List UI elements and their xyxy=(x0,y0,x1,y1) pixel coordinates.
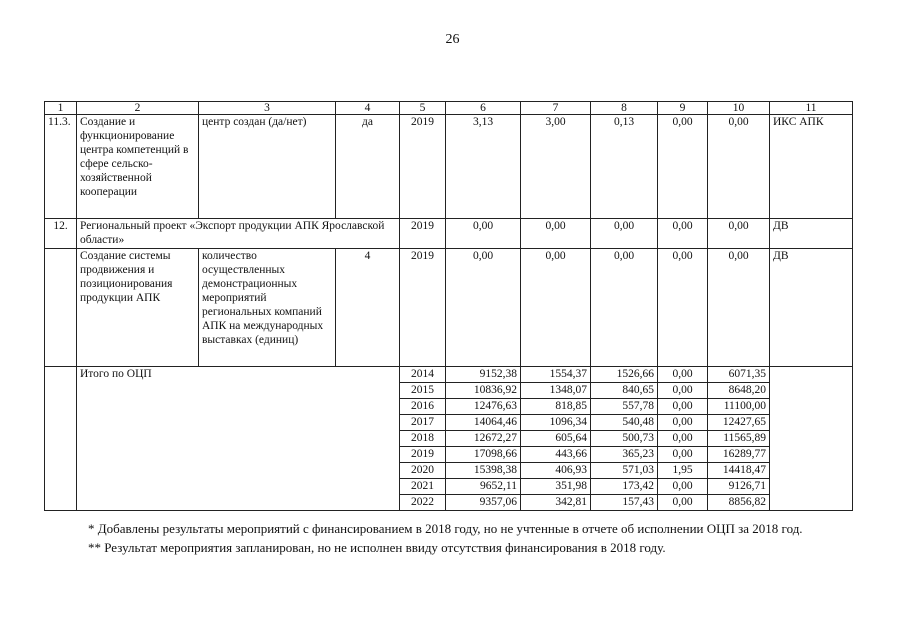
value-cell: 16289,77 xyxy=(708,447,770,463)
value-cell: 365,23 xyxy=(591,447,658,463)
value-cell: 0,00 xyxy=(658,415,708,431)
plan-value: да xyxy=(336,115,400,219)
executor-cell: ДВ xyxy=(770,249,853,367)
value-cell: 0,00 xyxy=(521,219,591,249)
value-cell: 10836,92 xyxy=(446,383,521,399)
value-cell: 0,00 xyxy=(658,479,708,495)
value-cell: 12476,63 xyxy=(446,399,521,415)
year-cell: 2019 xyxy=(400,115,446,219)
column-number: 6 xyxy=(446,102,521,115)
value-cell: 0,00 xyxy=(446,249,521,367)
value-cell: 0,00 xyxy=(591,249,658,367)
value-cell: 0,00 xyxy=(591,219,658,249)
value-cell: 9652,11 xyxy=(446,479,521,495)
project-name: Региональный проект «Экспорт продукции АПК Ярославской области» xyxy=(77,219,400,249)
table-row xyxy=(45,249,853,367)
year-cell: 2022 xyxy=(400,495,446,511)
value-cell: 406,93 xyxy=(521,463,591,479)
value-cell: 8648,20 xyxy=(708,383,770,399)
value-cell: 0,00 xyxy=(658,447,708,463)
value-cell: 8856,82 xyxy=(708,495,770,511)
value-cell: 14064,46 xyxy=(446,415,521,431)
value-cell: 0,00 xyxy=(658,367,708,383)
total-label: Итого по ОЦП xyxy=(77,367,400,511)
value-cell: 3,13 xyxy=(446,115,521,219)
year-cell: 2019 xyxy=(400,219,446,249)
footnotes xyxy=(52,519,838,557)
value-cell: 14418,47 xyxy=(708,463,770,479)
value-cell: 0,00 xyxy=(708,249,770,367)
value-cell: 1526,66 xyxy=(591,367,658,383)
executor-cell: ДВ xyxy=(770,219,853,249)
value-cell: 1348,07 xyxy=(521,383,591,399)
value-cell: 571,03 xyxy=(591,463,658,479)
indicator-name: количество осуществленных демонстрационных мероприятий региональных компаний АПК на международных выставках (единиц) xyxy=(199,249,336,367)
value-cell: 0,00 xyxy=(446,219,521,249)
value-cell: 0,00 xyxy=(658,219,708,249)
year-cell: 2017 xyxy=(400,415,446,431)
column-number: 9 xyxy=(658,102,708,115)
value-cell: 0,00 xyxy=(658,431,708,447)
measure-name: Создание системы продвижения и позиционирования продукции АПК xyxy=(77,249,199,367)
value-cell: 9126,71 xyxy=(708,479,770,495)
program-table xyxy=(44,101,853,511)
value-cell: 351,98 xyxy=(521,479,591,495)
value-cell: 1554,37 xyxy=(521,367,591,383)
table-row xyxy=(45,115,853,219)
value-cell: 0,00 xyxy=(708,115,770,219)
year-cell: 2018 xyxy=(400,431,446,447)
value-cell: 0,00 xyxy=(708,219,770,249)
value-cell: 173,42 xyxy=(591,479,658,495)
value-cell: 12427,65 xyxy=(708,415,770,431)
value-cell: 0,13 xyxy=(591,115,658,219)
row-number xyxy=(45,249,77,367)
value-cell: 342,81 xyxy=(521,495,591,511)
value-cell: 840,65 xyxy=(591,383,658,399)
value-cell: 605,64 xyxy=(521,431,591,447)
value-cell: 500,73 xyxy=(591,431,658,447)
year-cell: 2014 xyxy=(400,367,446,383)
total-row xyxy=(45,367,853,383)
value-cell: 17098,66 xyxy=(446,447,521,463)
column-number: 7 xyxy=(521,102,591,115)
table-row xyxy=(45,219,853,249)
value-cell: 9152,38 xyxy=(446,367,521,383)
value-cell: 12672,27 xyxy=(446,431,521,447)
year-cell: 2020 xyxy=(400,463,446,479)
value-cell: 157,43 xyxy=(591,495,658,511)
value-cell: 0,00 xyxy=(658,115,708,219)
value-cell: 15398,38 xyxy=(446,463,521,479)
value-cell: 540,48 xyxy=(591,415,658,431)
footnote: * Добавлены результаты мероприятий с финансированием в 2018 году, но не учтенные в отчете об исполнении ОЦП за 2018 год. xyxy=(88,521,803,536)
value-cell: 443,66 xyxy=(521,447,591,463)
row-number: 11.3. xyxy=(45,115,77,219)
row-number xyxy=(45,367,77,511)
value-cell: 0,00 xyxy=(658,249,708,367)
measure-name: Создание и функционирование центра компетенций в сфере сельско-хозяйственной кооперации xyxy=(77,115,199,219)
plan-value: 4 xyxy=(336,249,400,367)
value-cell: 0,00 xyxy=(658,495,708,511)
column-number: 11 xyxy=(770,102,853,115)
column-number: 5 xyxy=(400,102,446,115)
column-number: 4 xyxy=(336,102,400,115)
value-cell: 1,95 xyxy=(658,463,708,479)
executor-cell xyxy=(770,367,853,511)
year-cell: 2015 xyxy=(400,383,446,399)
year-cell: 2016 xyxy=(400,399,446,415)
value-cell: 0,00 xyxy=(658,399,708,415)
value-cell: 3,00 xyxy=(521,115,591,219)
page-number: 26 xyxy=(445,32,460,47)
column-number: 1 xyxy=(45,102,77,115)
year-cell: 2021 xyxy=(400,479,446,495)
executor-cell: ИКС АПК xyxy=(770,115,853,219)
column-number: 10 xyxy=(708,102,770,115)
value-cell: 0,00 xyxy=(658,383,708,399)
value-cell: 11100,00 xyxy=(708,399,770,415)
column-number: 3 xyxy=(199,102,336,115)
value-cell: 9357,06 xyxy=(446,495,521,511)
value-cell: 11565,89 xyxy=(708,431,770,447)
footnote: ** Результат мероприятия запланирован, но не исполнен ввиду отсутствия финансирования в 2018 году. xyxy=(88,540,666,555)
year-cell: 2019 xyxy=(400,447,446,463)
value-cell: 0,00 xyxy=(521,249,591,367)
year-cell: 2019 xyxy=(400,249,446,367)
column-number: 8 xyxy=(591,102,658,115)
value-cell: 818,85 xyxy=(521,399,591,415)
row-number: 12. xyxy=(45,219,77,249)
column-number: 2 xyxy=(77,102,199,115)
value-cell: 1096,34 xyxy=(521,415,591,431)
value-cell: 557,78 xyxy=(591,399,658,415)
column-number-row xyxy=(45,102,853,115)
indicator-name: центр создан (да/нет) xyxy=(199,115,336,219)
value-cell: 6071,35 xyxy=(708,367,770,383)
